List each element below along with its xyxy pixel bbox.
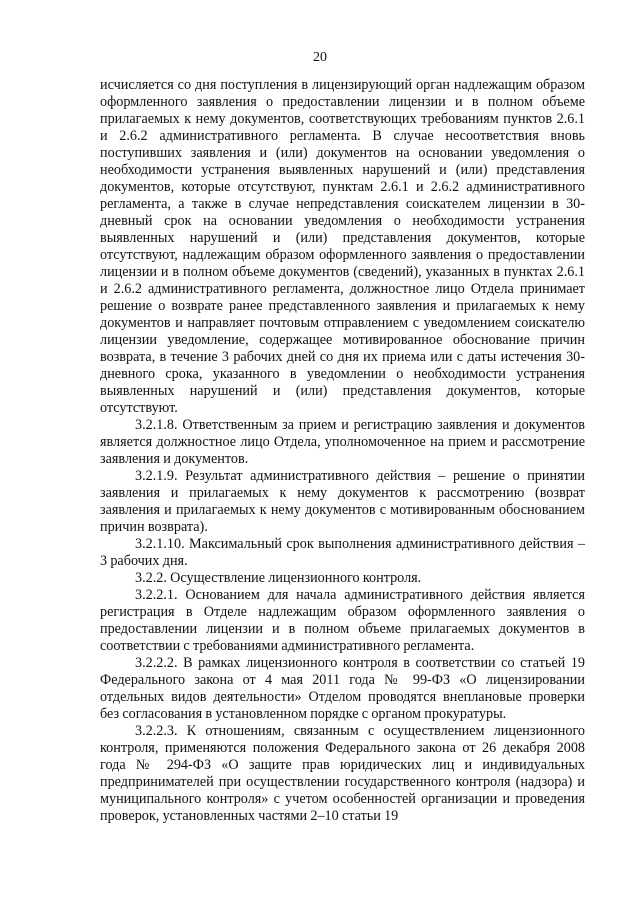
paragraph-3-2-2: 3.2.2. Осуществление лицензионного контроля. bbox=[135, 570, 422, 586]
paragraph-3-2-2-1: 3.2.2.1. Основанием для начала административного действия является регистрация в Отделе надлежащим образом оформленного заявления о предоставлении лицензии и в полном объеме прилагаемых документов в соответствии с требованиями административного регламента. bbox=[100, 587, 585, 654]
paragraph-3-2-2-2: 3.2.2.2. В рамках лицензионного контроля в соответствии со статьей 19 Федерального закона от 4 мая 2011 года № 99-ФЗ «О лицензировании отдельных видов деятельности» Отделом проводятся внеплановые проверки без согласования в установленном порядке с органом прокуратуры. bbox=[100, 655, 585, 722]
page-number: 20 bbox=[313, 50, 327, 65]
paragraph-3-2-1-8: 3.2.1.8. Ответственным за прием и регистрацию заявления и документов является должностное лицо Отдела, уполномоченное на прием и рассмотрение заявления и документов. bbox=[100, 417, 585, 467]
paragraph-3-2-1-9: 3.2.1.9. Результат административного действия – решение о принятии заявления и прилагаемых к нему документов к рассмотрению (возврат заявления и прилагаемых к нему документов с мотивированным обоснованием причин возврата). bbox=[100, 468, 585, 535]
paragraph-continuation: исчисляется со дня поступления в лицензирующий орган надлежащим образом оформленного заявления о предоставлении лицензии и в полном объеме прилагаемых к нему документов, соответствующих требованиям пунктов 2.6.1 и 2.6.2 административного регламента. В случае несоответствия вновь поступивших заявления и (или) документов на основании уведомления о необходимости устранения выявленных нарушений и (или) представления документов, которые отсутствуют, пунктам 2.6.1 и 2.6.2 административного регламента, а также в случае непредставления соискателем лицензии в 30-дневный срок на основании уведомления о необходимости устранения выявленных нарушений и (или) представления документов, которые отсутствуют, надлежащим образом оформленного заявления о предоставлении лицензии и в полном объеме документов (сведений), указанных в пунктах 2.6.1 и 2.6.2 административного регламента, должностное лицо Отдела принимает решение о возврате ранее представленного заявления и прилагаемых к нему документов и направляет почтовым отправлением с уведомлением соискателю лицензии уведомление, содержащее мотивированное обоснование причин возврата, в течение 3 рабочих дней со дня их приема или с даты истечения 30-дневного срока, указанного в уведомлении о необходимости устранения выявленных нарушений и (или) представления документов, которые отсутствуют. bbox=[100, 77, 585, 416]
document-body bbox=[100, 77, 585, 825]
paragraph-3-2-2-3: 3.2.2.3. К отношениям, связанным с осуществлением лицензионного контроля, применяются положения Федерального закона от 26 декабря 2008 года № 294-ФЗ «О защите прав юридических лиц и индивидуальных предпринимателей при осуществлении государственного контроля (надзора) и муниципального контроля» с учетом особенностей организации и проведения проверок, установленных частями 2–10 статьи 19 bbox=[100, 723, 585, 824]
paragraph-3-2-1-10: 3.2.1.10. Максимальный срок выполнения административного действия – 3 рабочих дня. bbox=[100, 536, 585, 569]
